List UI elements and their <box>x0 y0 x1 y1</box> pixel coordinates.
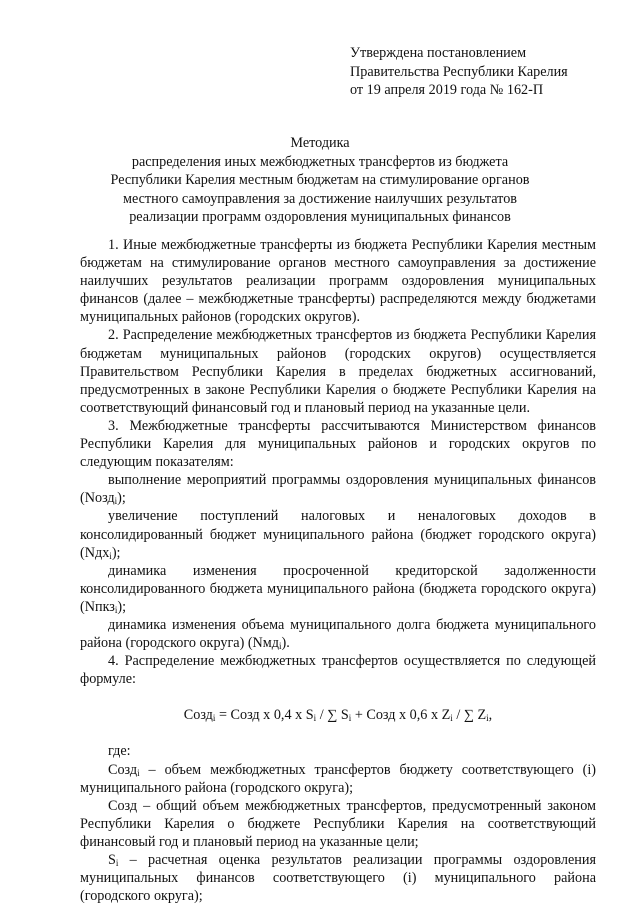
indicator-1 <box>80 471 596 507</box>
paragraph-4: 4. Распределение межбюджетных трансфертов осуществляется по следующей формуле: <box>80 653 596 688</box>
subscript: i <box>212 713 216 724</box>
title-line: реализации программ оздоровления муниципальных финансов <box>129 209 511 226</box>
document-body <box>80 236 596 905</box>
subscript: i <box>137 767 140 778</box>
indicator-4 <box>80 616 596 652</box>
indicator-end: ); <box>111 544 121 561</box>
where-label: где: <box>108 743 131 760</box>
title-line: местного самоуправления за достижение наилучших результатов <box>123 190 517 207</box>
paragraph-3: 3. Межбюджетные трансферты рассчитываются Министерством финансов Республики Карелия для муниципальных районов и городских округов по следующим показателям: <box>80 417 596 471</box>
approval-line: Утверждена постановлением <box>350 45 527 61</box>
indicator-text: выполнение мероприятий программы оздоровления муниципальных финансов (Nозд <box>80 472 596 507</box>
paragraph-1: 1. Иные межбюджетные трансферты из бюджета Республики Карелия местным бюджетам на стимулирование органов местного самоуправления за достижение наилучших результатов реализации программ оздоровления муниципальных финансов (далее – межбюджетные трансферты) распределяются между бюджетами муниципальных районов (городских округов). <box>80 237 596 326</box>
formula-part: , <box>488 707 493 724</box>
document-title <box>80 134 560 227</box>
indicator-text: динамика изменения объема муниципального долга бюджета муниципального района (городского округа) (Nмд <box>80 616 596 652</box>
indicator-text: динамика изменения просроченной кредиторской задолженности консолидированного бюджета муниципального района (бюджета городского округа) (Nпкз <box>80 562 596 615</box>
formula-part: = Созд х 0,4 х S <box>215 707 314 724</box>
title-line: Республики Карелия местным бюджетам на стимулирование органов <box>110 172 530 189</box>
subscript: i <box>348 713 352 724</box>
formula-part: + Созд х 0,6 х Z <box>351 707 451 724</box>
title-line: Методика <box>290 135 350 151</box>
definition-term: S <box>108 852 116 868</box>
subscript: i <box>115 858 119 868</box>
formula-part: / ∑ S <box>316 707 349 724</box>
subscript: i <box>313 713 317 724</box>
subscript: i <box>279 641 282 652</box>
definition-3 <box>80 851 596 905</box>
indicator-text: увеличение поступлений налоговых и неналоговых доходов в консолидированный бюджет муниципального района (бюджет городского округа) (Nдх <box>80 508 596 561</box>
definition-term: Созд <box>108 761 138 778</box>
indicator-end: ); <box>117 490 126 507</box>
approval-line: Правительства Республики Карелия <box>350 63 568 80</box>
subscript: i <box>114 604 118 615</box>
approval-line: от 19 апреля 2019 года № 162-П <box>350 82 544 99</box>
indicator-end: ). <box>281 635 290 652</box>
definition-1 <box>80 761 596 797</box>
approval-stamp <box>350 44 610 100</box>
indicator-end: ); <box>117 598 127 615</box>
title-line: распределения иных межбюджетных трансфертов из бюджета <box>131 153 509 170</box>
definition-2: Созд – общий объем межбюджетных трансфертов, предусмотренный законом Республики Карелия о бюджете Республики Карелия на соответствующий финансовый год и плановый период на указанные цели; <box>80 797 596 850</box>
subscript: i <box>450 713 453 724</box>
formula-part: Созд <box>183 707 213 724</box>
definition-text: – расчетная оценка результатов реализации программы оздоровления муниципальных финансов соответствующего (i) муниципального района (городского округа); <box>80 852 596 905</box>
subscript: i <box>109 550 112 561</box>
subscript: i <box>486 713 489 724</box>
indicator-3 <box>80 562 596 616</box>
indicator-2 <box>80 507 596 561</box>
formula-part: / ∑ Z <box>452 707 487 724</box>
subscript: i <box>114 496 118 507</box>
paragraph-2: 2. Распределение межбюджетных трансфертов из бюджета Республики Карелия бюджетам муниципальных районов (городских округов) осуществляется Правительством Республики Карелия в пределах бюджетных ассигнований, предусмотренных в законе Республики Карелия о бюджете Республики Карелия на соответствующий финансовый год и плановый период на указанные цели. <box>80 327 596 416</box>
definition-text: – объем межбюджетных трансфертов бюджету соответствующего (i) муниципального района (городского округа); <box>80 761 596 796</box>
distribution-formula <box>80 706 596 724</box>
